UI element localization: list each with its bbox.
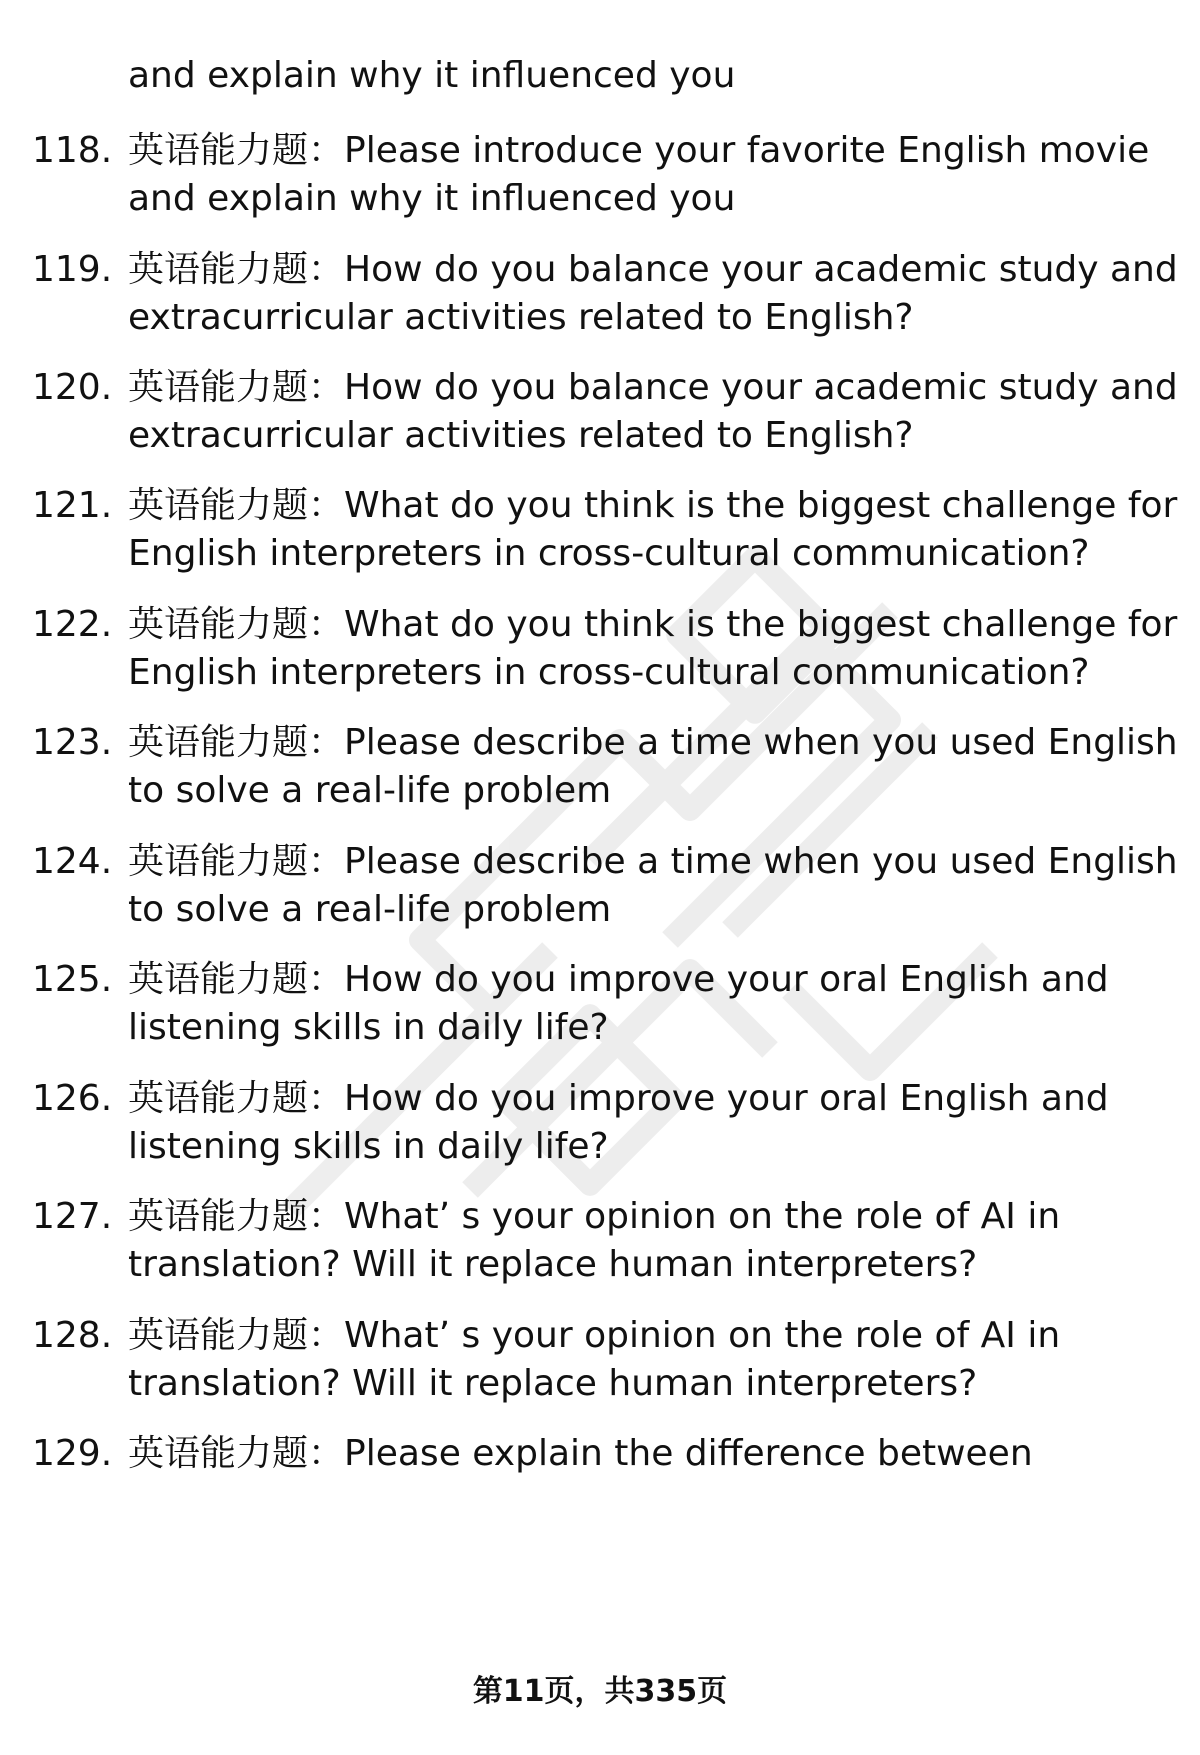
- question-text-line2: to solve a real-life problem: [128, 770, 612, 811]
- question-category: 英语能力题：: [128, 249, 345, 290]
- question-number: 128.: [32, 1315, 113, 1356]
- question-category: 英语能力题：: [128, 1315, 345, 1356]
- question-number: 127.: [32, 1196, 113, 1237]
- question-text-line2: English interpreters in cross-cultural communication?: [128, 533, 1090, 574]
- question-number: 125.: [32, 959, 113, 1000]
- question-text-line1: What do you think is the biggest challenge for: [344, 485, 1178, 526]
- question-category: 英语能力题：: [128, 722, 345, 763]
- question-number: 123.: [32, 722, 113, 763]
- question-text-line1: What’ s your opinion on the role of AI in: [344, 1196, 1061, 1237]
- question-text-line2: listening skills in daily life?: [128, 1126, 609, 1167]
- question-number: 124.: [32, 841, 113, 882]
- question-number: 129.: [32, 1433, 113, 1474]
- question-text-line1: Please introduce your favorite English movie: [344, 130, 1150, 171]
- question-category: 英语能力题：: [128, 367, 345, 408]
- question-category: 英语能力题：: [128, 130, 345, 171]
- question-category: 英语能力题：: [128, 1196, 345, 1237]
- question-text-line1: What do you think is the biggest challenge for: [344, 604, 1178, 645]
- question-category: 英语能力题：: [128, 841, 345, 882]
- question-text-line2: and explain why it influenced you: [128, 178, 736, 219]
- question-text-line1: Please describe a time when you used English: [344, 722, 1178, 763]
- question-text-line1: How do you improve your oral English and: [344, 1078, 1109, 1119]
- question-text-line1: What’ s your opinion on the role of AI in: [344, 1315, 1061, 1356]
- question-number: 120.: [32, 367, 113, 408]
- question-text-line2: English interpreters in cross-cultural communication?: [128, 652, 1090, 693]
- question-text-line1: Please explain the difference between: [344, 1433, 1033, 1474]
- question-category: 英语能力题：: [128, 1078, 345, 1119]
- question-text-line2: extracurricular activities related to English?: [128, 297, 914, 338]
- question-text-line1: How do you balance your academic study and: [344, 367, 1178, 408]
- question-number: 119.: [32, 249, 113, 290]
- continuation-text: and explain why it influenced you: [128, 55, 736, 96]
- question-text-line2: extracurricular activities related to English?: [128, 415, 914, 456]
- question-text-line1: Please describe a time when you used English: [344, 841, 1178, 882]
- question-number: 118.: [32, 130, 113, 171]
- question-category: 英语能力题：: [128, 959, 345, 1000]
- question-number: 121.: [32, 485, 113, 526]
- question-text-line2: translation? Will it replace human interpreters?: [128, 1244, 978, 1285]
- question-category: 英语能力题：: [128, 604, 345, 645]
- question-category: 英语能力题：: [128, 1433, 345, 1474]
- question-number: 126.: [32, 1078, 113, 1119]
- question-text-line2: translation? Will it replace human interpreters?: [128, 1363, 978, 1404]
- question-text-line2: listening skills in daily life?: [128, 1007, 609, 1048]
- page-footer: 第11页，共335页: [472, 1674, 728, 1709]
- question-category: 英语能力题：: [128, 485, 345, 526]
- question-text-line2: to solve a real-life problem: [128, 889, 612, 930]
- question-text-line1: How do you balance your academic study and: [344, 249, 1178, 290]
- question-number: 122.: [32, 604, 113, 645]
- question-text-line1: How do you improve your oral English and: [344, 959, 1109, 1000]
